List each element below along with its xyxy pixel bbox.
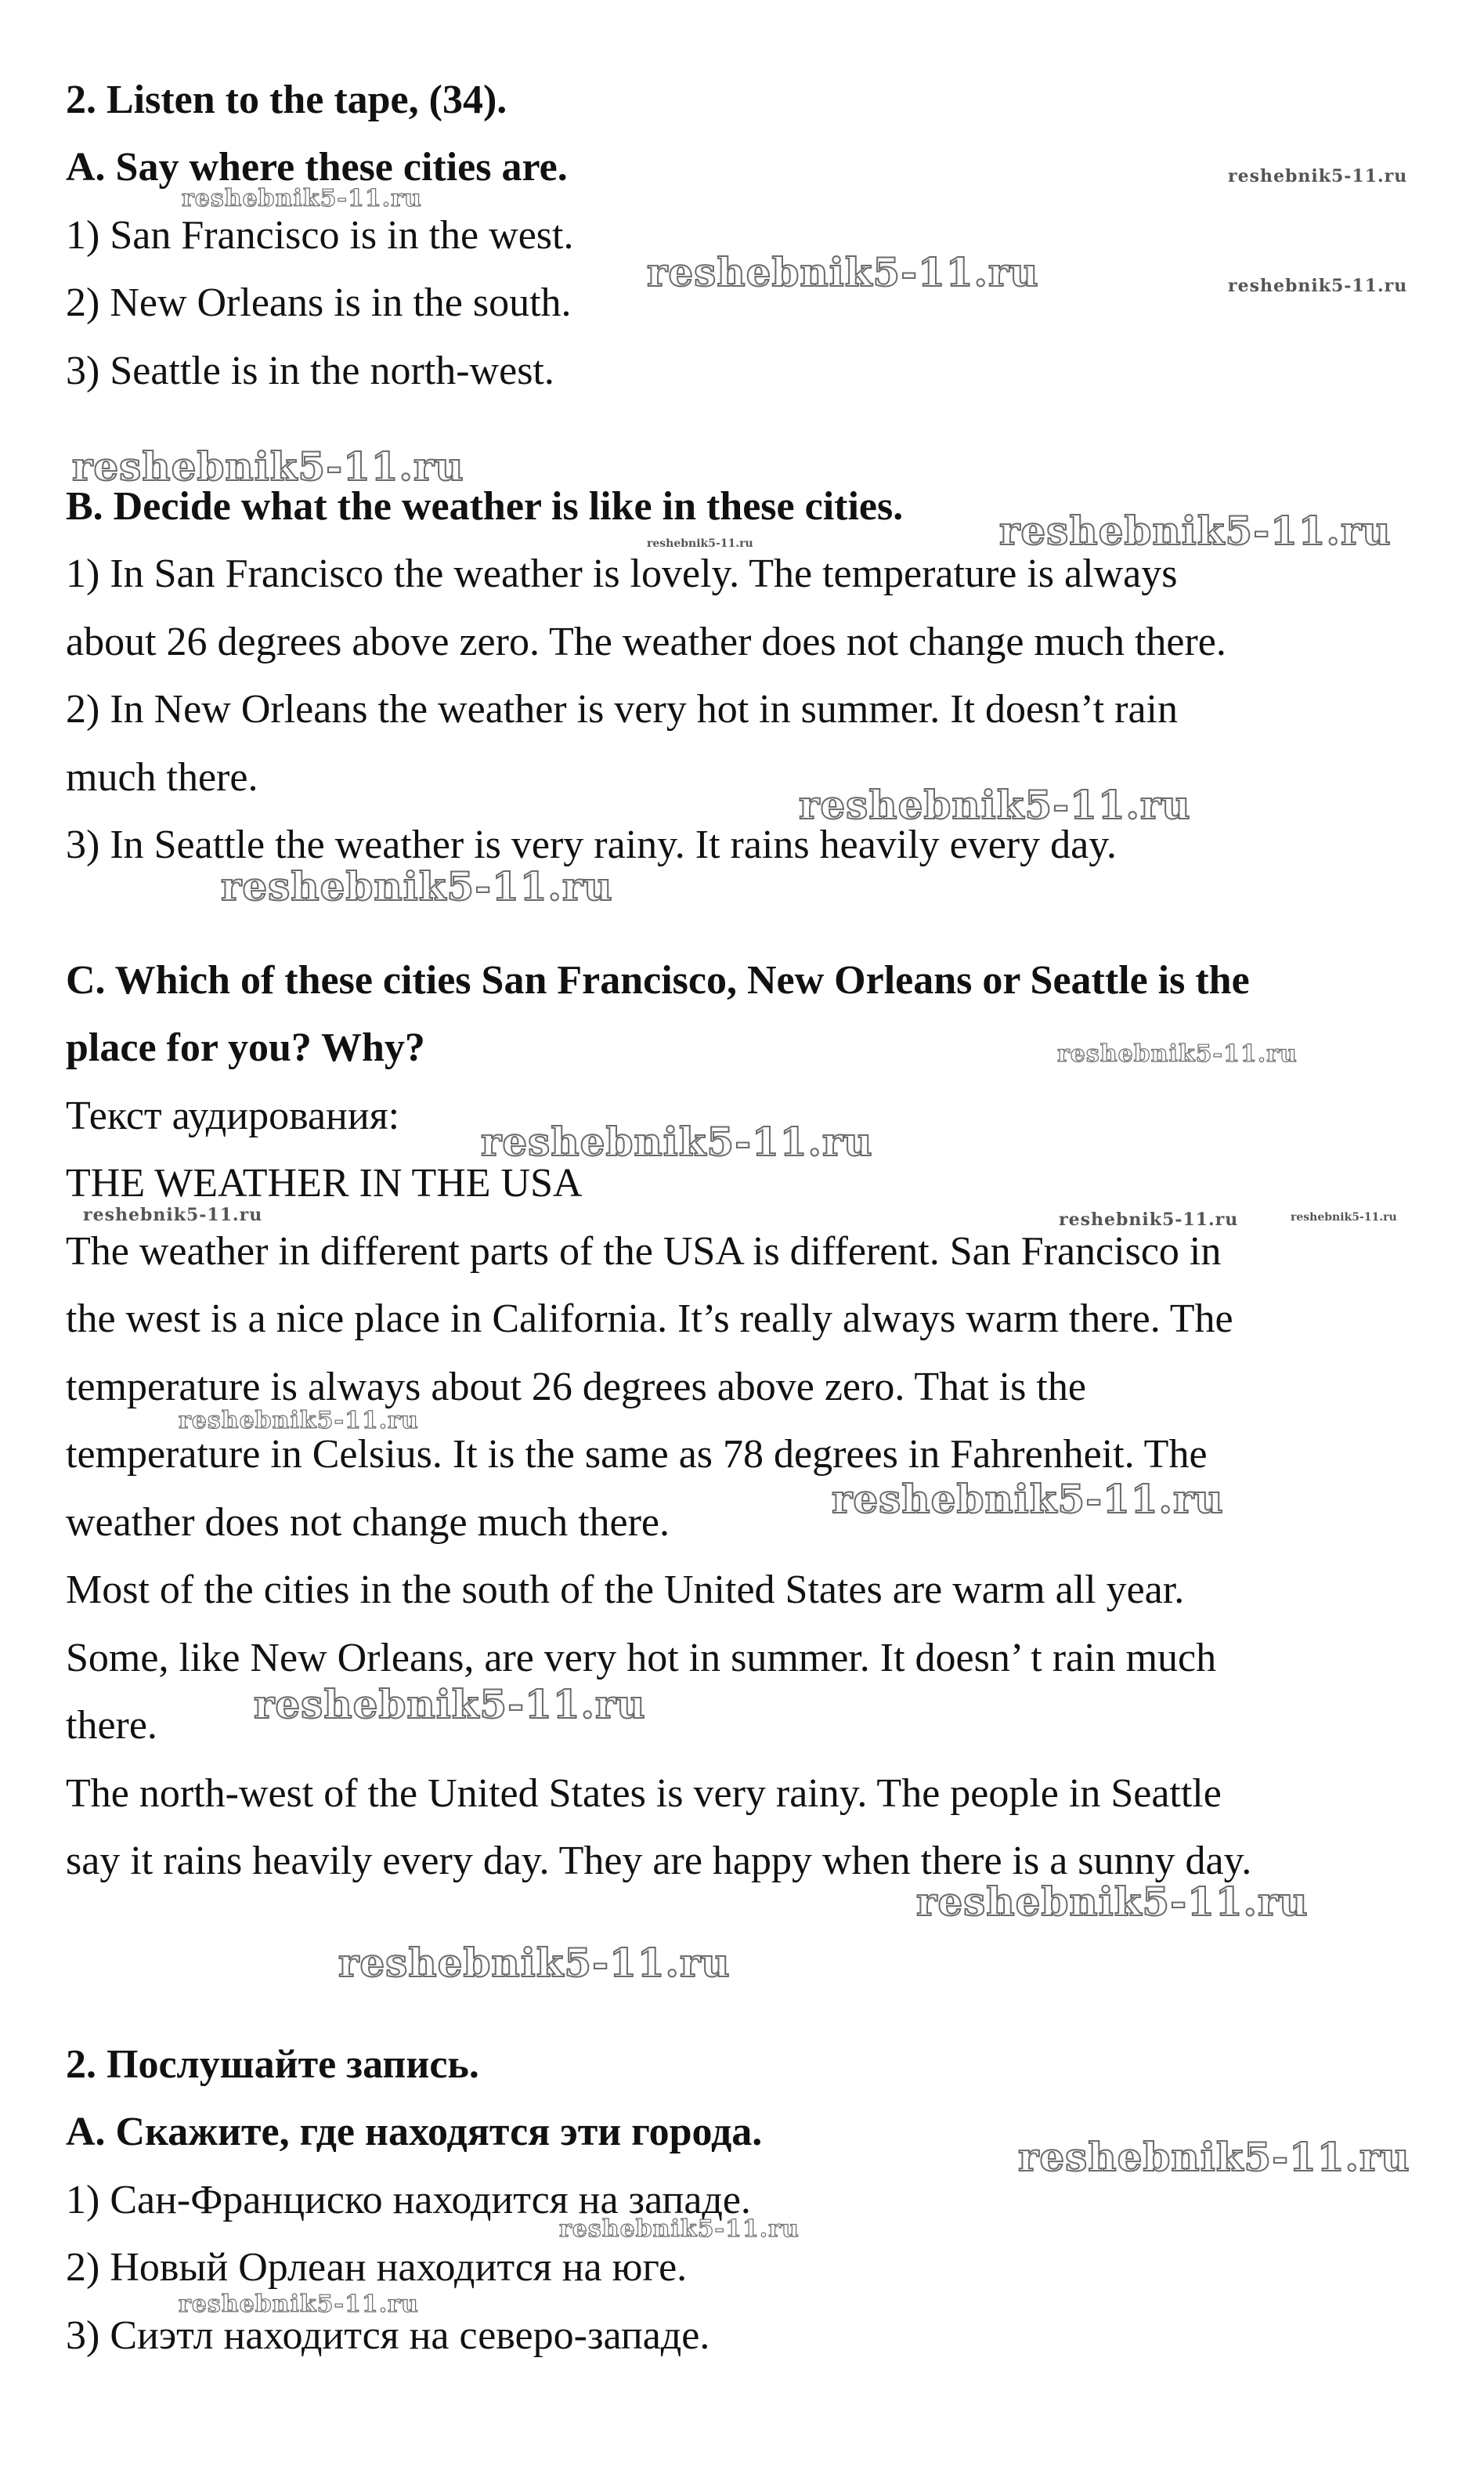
translation-title: 2. Послушайте запись.	[66, 2042, 479, 2087]
watermark: reshebnik5-11.ru	[799, 782, 1191, 828]
transcript-line-3: temperature is always about 26 degrees above zero. That is the	[66, 1365, 1086, 1409]
transcript-line-10: say it rains heavily every day. They are happy when there is a sunny day.	[66, 1839, 1252, 1883]
watermark: reshebnik5-11.ru	[182, 185, 422, 212]
transcript-line-1: The weather in different parts of the USA is different. San Francisco in	[66, 1229, 1222, 1274]
watermark: reshebnik5-11.ru	[338, 1940, 731, 1986]
part-c-heading-line-1: C. Which of these cities San Francisco, New Orleans or Seattle is the	[66, 958, 1250, 1003]
part-b-line-5: 3) In Seattle the weather is very rainy. It rains heavily every day.	[66, 823, 1117, 867]
transcript-line-6: Most of the cities in the south of the United States are warm all year.	[66, 1568, 1185, 1612]
part-b-line-2: about 26 degrees above zero. The weather does not change much there.	[66, 620, 1226, 664]
part-b-line-3: 2) In New Orleans the weather is very hot in summer. It doesn’t rain	[66, 687, 1178, 732]
watermark: reshebnik5-11.ru	[179, 1407, 419, 1434]
watermark: reshebnik5-11.ru	[481, 1119, 873, 1165]
watermark: reshebnik5-11.ru	[832, 1476, 1224, 1522]
watermark: reshebnik5-11.ru	[1228, 276, 1408, 296]
translation-item-3: 3) Сиэтл находится на северо-западе.	[66, 2313, 710, 2358]
watermark: reshebnik5-11.ru	[179, 2291, 419, 2318]
transcript-line-5: weather does not change much there.	[66, 1500, 670, 1545]
watermark: reshebnik5-11.ru	[83, 1205, 263, 1225]
watermark: reshebnik5-11.ru	[1059, 1210, 1239, 1230]
task-title: 2. Listen to the tape, (34).	[66, 78, 507, 122]
translation-part-a-heading: А. Скажите, где находятся эти города.	[66, 2110, 763, 2154]
watermark: reshebnik5-11.ru	[559, 2215, 800, 2243]
part-b-line-1: 1) In San Francisco the weather is lovely. The temperature is always	[66, 551, 1178, 596]
watermark: reshebnik5-11.ru	[254, 1681, 646, 1727]
transcript-title: THE WEATHER IN THE USA	[66, 1161, 583, 1206]
translation-item-2: 2) Новый Орлеан находится на юге.	[66, 2245, 688, 2290]
transcript-line-9: The north-west of the United States is very rainy. The people in Seattle	[66, 1771, 1222, 1816]
translation-item-1: 1) Сан-Франциско находится на западе.	[66, 2178, 751, 2222]
watermark: reshebnik5-11.ru	[916, 1879, 1309, 1925]
part-b-line-4: much there.	[66, 755, 258, 800]
transcript-line-4: temperature in Celsius. It is the same as 78 degrees in Fahrenheit. The	[66, 1432, 1208, 1477]
part-c-heading-line-2: place for you? Why?	[66, 1025, 425, 1070]
watermark: reshebnik5-11.ru	[647, 249, 1039, 295]
transcript-line-7: Some, like New Orleans, are very hot in summer. It doesn’ t rain much	[66, 1636, 1217, 1680]
part-a-item-2: 2) New Orleans is in the south.	[66, 280, 572, 325]
watermark: reshebnik5-11.ru	[1291, 1211, 1397, 1224]
watermark: reshebnik5-11.ru	[72, 443, 464, 490]
watermark: reshebnik5-11.ru	[1057, 1040, 1298, 1068]
part-a-heading: A. Say where these cities are.	[66, 145, 568, 190]
part-a-item-1: 1) San Francisco is in the west.	[66, 213, 574, 258]
watermark: reshebnik5-11.ru	[647, 537, 753, 550]
watermark: reshebnik5-11.ru	[221, 863, 613, 909]
part-b-heading: B. Decide what the weather is like in these cities.	[66, 484, 904, 529]
part-a-item-3: 3) Seattle is in the north-west.	[66, 349, 554, 393]
transcript-label: Текст аудирования:	[66, 1094, 400, 1138]
watermark: reshebnik5-11.ru	[1228, 166, 1408, 186]
transcript-line-2: the west is a nice place in California. It’s really always warm there. The	[66, 1296, 1233, 1341]
watermark: reshebnik5-11.ru	[1018, 2134, 1410, 2180]
watermark: reshebnik5-11.ru	[999, 508, 1392, 554]
transcript-line-8: there.	[66, 1703, 157, 1748]
